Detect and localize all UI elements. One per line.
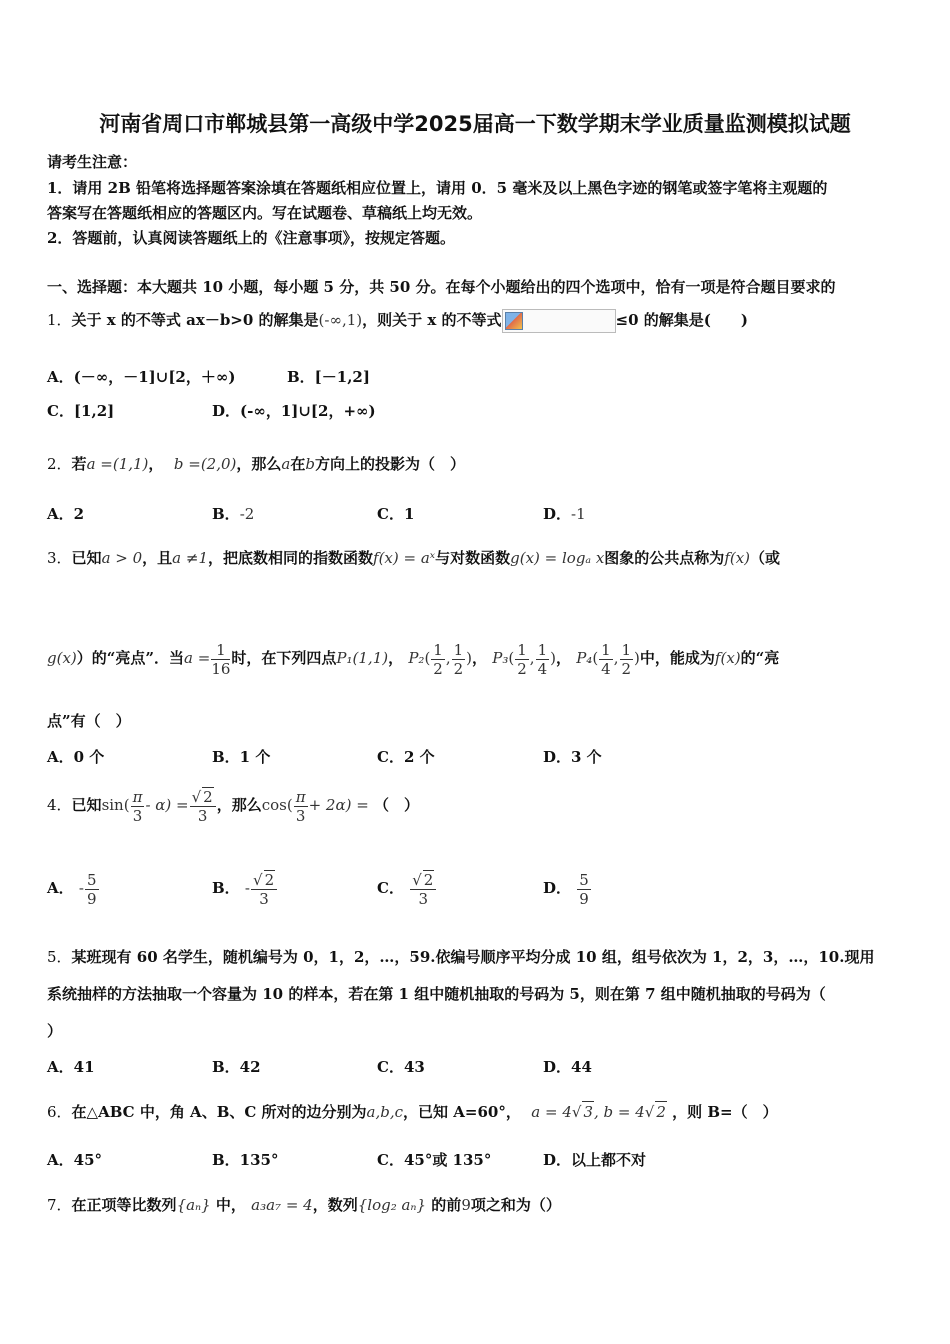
q2-option-d: D．-1 bbox=[543, 505, 586, 523]
q1-option-a: A．(－∞，－1]∪[2，＋∞) bbox=[47, 368, 236, 386]
q7-math-4: 9 bbox=[461, 1196, 471, 1214]
q2-text-3: ，那么 bbox=[236, 455, 282, 473]
question-6: 6．在△ABC 中，角 A、B、C 所对的边分别为a,b,c，已知 A=60°， a = 4√ 3, b = 4√ 2 ，则 B=（ ） bbox=[47, 1103, 778, 1121]
q3-math-3: f(x) = aˣ bbox=[373, 549, 436, 567]
q3-text-2: ，且 bbox=[142, 549, 173, 567]
q6-option-d: D．以上都不对 bbox=[543, 1151, 647, 1169]
q3-point-3: P₃ bbox=[492, 649, 509, 667]
q4-text-1: 已知 bbox=[71, 796, 102, 814]
q2-text-1: 若 bbox=[71, 455, 87, 473]
q2-text-4: 在 bbox=[290, 455, 306, 473]
q1-option-c: C．[1,2] bbox=[47, 402, 115, 420]
question-5-line-1: 5．某班现有 60 名学生，随机编号为 0，1，2，…，59.依编号顺序平均分成 10 组，组号依次为 1，2，3，…，10.现用 bbox=[47, 948, 875, 966]
q3-point-2: P₂ bbox=[408, 649, 425, 667]
question-5-line-3: ） bbox=[47, 1022, 63, 1040]
q3-math-6: g(x) bbox=[47, 649, 77, 667]
q2-option-b: B．-2 bbox=[212, 505, 255, 523]
q3-text-8: 时，在下列四点 bbox=[231, 649, 337, 667]
question-5-line-2: 系统抽样的方法抽取一个容量为 10 的样本，若在第 1 组中随机抽取的号码为 5，则在第 7 组中随机抽取的号码为（ bbox=[47, 985, 826, 1003]
q1-option-b: B．[－1,2] bbox=[287, 368, 370, 386]
q3-math-2: a ≠1 bbox=[172, 549, 208, 567]
q3-number: 3． bbox=[47, 549, 72, 567]
q4-number: 4． bbox=[47, 796, 72, 814]
question-1 bbox=[47, 309, 748, 333]
q6-option-c: C．45°或 135° bbox=[377, 1151, 492, 1169]
q2-vector-b: b =(2,0) bbox=[173, 455, 237, 473]
broken-image-icon bbox=[502, 309, 616, 333]
q3-math-5: f(x) bbox=[724, 549, 751, 567]
q4-text-3: （ ） bbox=[374, 796, 420, 814]
q6-math-1: a,b,c bbox=[366, 1103, 404, 1121]
question-7: 7．在正项等比数列{aₙ} 中， a₃a₇ = 4，数列{log₂ aₙ} 的前9项之和为（） bbox=[47, 1196, 561, 1214]
q3-fraction-a: $\frac{1}{16}$ bbox=[211, 640, 231, 678]
q2-number: 2． bbox=[47, 455, 72, 473]
q2-option-d-value: -1 bbox=[571, 505, 586, 523]
q2-option-c: C．1 bbox=[377, 505, 415, 523]
q4-option-c: C． $\frac{√ 2}{3}$ bbox=[377, 866, 437, 910]
q5-option-b: B．42 bbox=[212, 1058, 261, 1076]
q3-point-4: P₄ bbox=[576, 649, 593, 667]
q2-text-2: ， bbox=[148, 455, 164, 473]
notice-heading: 请考生注意： bbox=[47, 153, 138, 171]
q3-option-d: D．3 个 bbox=[543, 748, 602, 766]
q7-math-1: {aₙ} bbox=[176, 1196, 211, 1214]
q1-text-3: ≤0 的解集是( ) bbox=[615, 311, 748, 329]
q3-math-4: g(x) = logₐ x bbox=[510, 549, 605, 567]
q4-fraction-sqrt2-3: $\frac{√ 2}{3}$ bbox=[190, 787, 216, 825]
notice-item-1a: 1．请用 2B 铅笔将选择题答案涂填在答题纸相应位置上，请用 0．5 毫米及以上黑色字迹的钢笔或签字笔将主观题的 bbox=[47, 179, 828, 197]
question-4: 4．已知sin( $\frac{\pi}{3}$ - α) = $\frac{√ 2}{3}$ ，那么cos( $\frac{\pi}{3}$ + 2α) = （ ） bbox=[47, 787, 420, 825]
section-heading: 一、选择题：本大题共 10 小题，每小题 5 分，共 50 分。在每个小题给出的四个选项中，恰有一项是符合题目要求的 bbox=[47, 278, 836, 296]
q6-option-a: A．45° bbox=[47, 1151, 103, 1169]
q4-fraction-pi3: $\frac{\pi}{3}$ bbox=[132, 787, 143, 825]
page-title: 河南省周口市郸城县第一高级中学2025届高一下数学期末学业质量监测模拟试题 bbox=[99, 112, 851, 136]
q3-option-a: A．0 个 bbox=[47, 748, 105, 766]
q7-math-2: a₃a₇ = 4 bbox=[251, 1196, 313, 1214]
q3-option-c: C．2 个 bbox=[377, 748, 435, 766]
q1-math-1: (-∞,1) bbox=[318, 311, 363, 329]
q3-point-1: P₁(1,1) bbox=[336, 649, 389, 667]
q4-text-2: ，那么 bbox=[216, 796, 262, 814]
q4-option-a: A． - $\frac{5}{9}$ bbox=[47, 870, 97, 908]
q3-text-1: 已知 bbox=[71, 549, 102, 567]
question-2 bbox=[47, 454, 465, 474]
q1-text-2: ，则关于 x 的不等式 bbox=[362, 311, 502, 329]
q2-vector-a: a =(1,1) bbox=[86, 455, 149, 473]
q2-option-b-value: -2 bbox=[239, 505, 255, 523]
q5-option-a: A．41 bbox=[47, 1058, 95, 1076]
q3-option-b: B．1 个 bbox=[212, 748, 271, 766]
q3-text-6: （或 bbox=[750, 549, 781, 567]
q3-text-9: 中，能成为 bbox=[639, 649, 715, 667]
question-3-line-2: g(x)）的“亮点”．当a = $\frac{1}{16}$ 时，在下列四点P₁(1,1)， P₂( $\frac{1}{2}$ , $\frac{1}{2}$ )， P₃( $\frac{1}{2}$ , $\frac{1}{4}$ )， P₄( $\frac{1}{4}$ , $\frac{1}{2}$ )中，能成为f(x)的“亮 bbox=[47, 640, 780, 678]
q5-option-c: C．43 bbox=[377, 1058, 425, 1076]
notice-item-1b: 答案写在答题纸相应的答题区内。写在试题卷、草稿纸上均无效。 bbox=[47, 204, 483, 222]
q2-a: a bbox=[281, 455, 291, 473]
q6-math-2: a = 4√ 3, b = 4√ 2 bbox=[531, 1103, 666, 1121]
q1-text-1: 关于 x 的不等式 ax－b>0 的解集是 bbox=[71, 311, 319, 329]
q2-text-5: 方向上的投影为（ ） bbox=[314, 455, 465, 473]
question-3-line-1 bbox=[47, 548, 780, 568]
image-placeholder-icon bbox=[505, 312, 523, 330]
q4-option-d: D． $\frac{5}{9}$ bbox=[543, 870, 589, 908]
q3-text-3: ，把底数相同的指数函数 bbox=[208, 549, 374, 567]
q3-math-7: a = bbox=[184, 649, 211, 667]
q3-text-7: ）的“亮点”．当 bbox=[76, 649, 185, 667]
q3-text-10: 的“亮 bbox=[740, 649, 780, 667]
q2-b: b bbox=[305, 455, 315, 473]
q1-number: 1． bbox=[47, 311, 72, 329]
q3-text-5: 图象的公共点称为 bbox=[604, 549, 725, 567]
q5-option-d: D．44 bbox=[543, 1058, 592, 1076]
q7-math-3: {log₂ aₙ} bbox=[357, 1196, 427, 1214]
notice-item-2: 2．答题前，认真阅读答题纸上的《注意事项》，按规定答题。 bbox=[47, 229, 455, 247]
q3-text-4: 与对数函数 bbox=[435, 549, 511, 567]
q1-option-d: D．(-∞，1]∪[2，+∞) bbox=[212, 402, 376, 420]
q2-option-a: A．2 bbox=[47, 505, 85, 523]
q3-math-9: f(x) bbox=[714, 649, 741, 667]
question-3-line-3: 点”有（ ） bbox=[47, 712, 131, 730]
q3-math-1: a > 0 bbox=[101, 549, 143, 567]
q4-option-b: B． - $\frac{√ 2}{3}$ bbox=[212, 866, 278, 910]
q6-option-b: B．135° bbox=[212, 1151, 279, 1169]
